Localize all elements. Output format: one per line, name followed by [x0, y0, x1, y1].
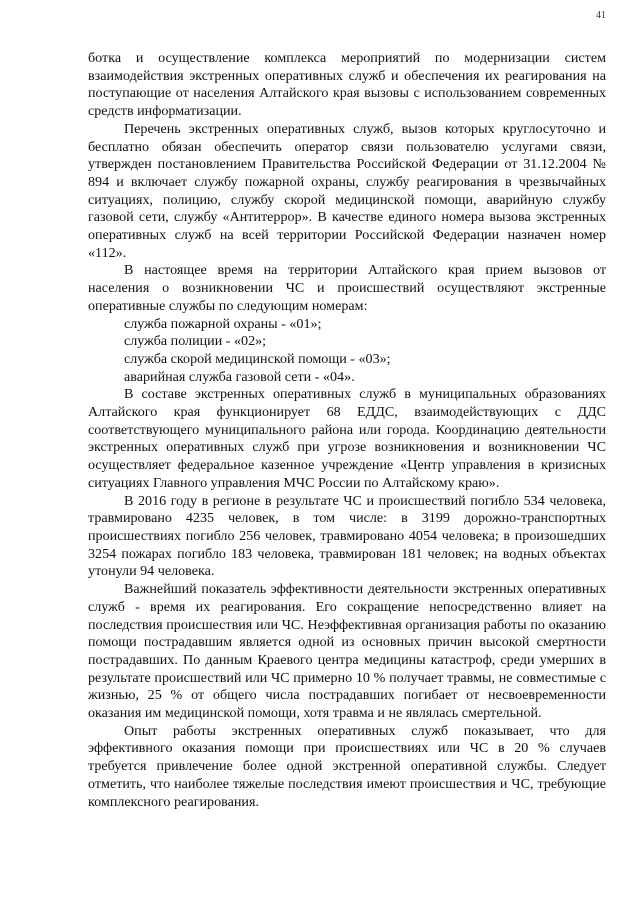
paragraph-continuation: ботка и осуществление комплекса мероприятий по модернизации систем взаимодействия экстренных оперативных служб и обеспечения их реагирования на поступающие от населения Алтайского края вызовы с использованием современных средств информатизации. [88, 50, 606, 120]
paragraph: Опыт работы экстренных оперативных служб показывает, что для эффективного оказания помощи при происшествиях или ЧС в 20 % случаев требуется привлечение более одной экстренной оперативной службы. Следует отметить, что наиболее тяжелые последствия имеют происшествия и ЧС, требующие комплексного реагирования. [88, 722, 606, 810]
list-item: служба полиции - «02»; [124, 333, 267, 350]
document-body [88, 50, 606, 811]
paragraph: Важнейший показатель эффективности деятельности экстренных оперативных служб - время их реагирования. Его сокращение непосредственно влияет на последствия происшествия или ЧС. Неэффективная организация работы по оказанию помощи пострадавшим является одной из основных причин высокой смертности пострадавших. По данным Краевого центра медицины катастроф, среди умерших в результате происшествий или ЧС примерно 10 % получает травмы, не совместимые с жизнью, 25 % от общего числа пострадавших погибает от несвоевременности оказания им медицинской помощи, хотя травма и не являлась смертельной. [88, 581, 606, 722]
list-item: аварийная служба газовой сети - «04». [124, 368, 355, 385]
page-number: 41 [596, 10, 606, 21]
paragraph: В 2016 году в регионе в результате ЧС и происшествий погибло 534 человека, травмировано 4235 человек, в том числе: в 3199 дорожно-транспортных происшествиях погибло 256 человек, травмировано 4054 человека; в произошедших 3254 пожарах погибло 183 человека, травмирован 181 человек; на водных объектах утонули 94 человека. [88, 492, 606, 580]
list-item: служба пожарной охраны - «01»; [124, 315, 322, 332]
paragraph: В настоящее время на территории Алтайского края прием вызовов от населения о возникновении ЧС и происшествий осуществляют экстренные оперативные службы по следующим номерам: [88, 262, 606, 314]
paragraph: В составе экстренных оперативных служб в муниципальных образованиях Алтайского края функционирует 68 ЕДДС, взаимодействующих с ДДС соответствующего муниципального района или города. Координацию деятельности экстренных оперативных служб при угрозе возникновения и возникновении ЧС осуществляет федеральное казенное учреждение «Центр управления в кризисных ситуациях Главного управления МЧС России по Алтайскому краю». [88, 386, 606, 491]
list-item: служба скорой медицинской помощи - «03»; [124, 350, 391, 367]
paragraph: Перечень экстренных оперативных служб, вызов которых круглосуточно и бесплатно обязан обеспечить оператор связи пользователю услугами связи, утвержден постановлением Правительства Российской Федерации от 31.12.2004 № 894 и включает службу пожарной охраны, службу реагирования в чрезвычайных ситуациях, полицию, службу скорой медицинской помощи, аварийную службу газовой сети, службу «Антитеррор». В качестве единого номера вызова экстренных оперативных служб на всей территории Российской Федерации назначен номер «112». [88, 120, 606, 261]
